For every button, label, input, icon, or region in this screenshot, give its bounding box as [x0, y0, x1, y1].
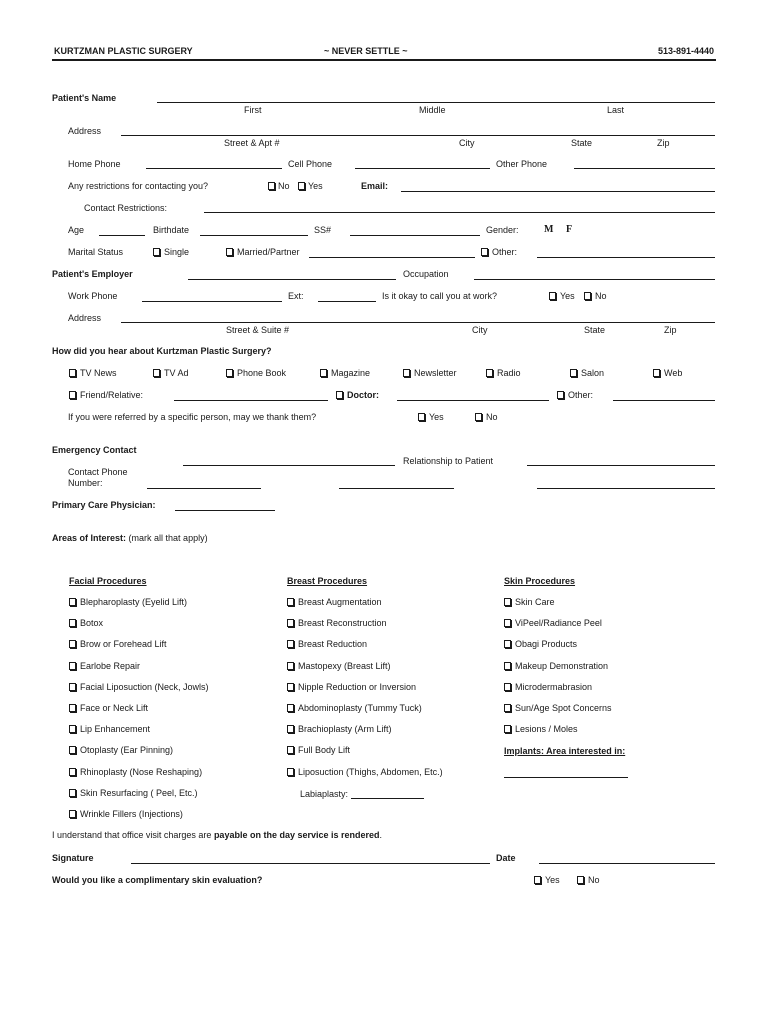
web-checkbox[interactable] — [653, 369, 660, 377]
skin-procedure-checkbox[interactable] — [504, 704, 511, 712]
ext-label: Ext: — [288, 291, 304, 301]
breast-procedure-checkbox[interactable] — [287, 640, 294, 648]
skin-procedure-label: Microdermabrasion — [515, 681, 593, 692]
gender-label: Gender: — [486, 225, 519, 235]
payment-statement-post: . — [379, 830, 383, 840]
facial-procedure-label: Lip Enhancement — [80, 724, 151, 735]
facial-procedure-label: Facial Liposuction (Neck, Jowls) — [80, 681, 209, 692]
implants-label: Implants: Area interested in: — [504, 746, 626, 756]
call-at-work-question: Is it okay to call you at work? — [382, 291, 498, 301]
labiaplasty-field[interactable] — [351, 798, 424, 799]
last-name-caption: Last — [607, 105, 625, 115]
newsletter-checkbox[interactable] — [403, 369, 410, 377]
skin-procedure-label: Makeup Demonstration — [515, 660, 609, 671]
contact-phone-field-2[interactable] — [339, 488, 454, 489]
contact-phone-label: Contact Phone — [68, 467, 128, 477]
marital-other-field[interactable] — [537, 257, 715, 258]
facial-procedure-label: Earlobe Repair — [80, 660, 141, 671]
facial-procedure-label: Brow or Forehead Lift — [80, 639, 167, 650]
skin-procedure-checkbox[interactable] — [504, 598, 511, 606]
magazine-checkbox[interactable] — [320, 369, 327, 377]
occupation-label: Occupation — [403, 269, 449, 279]
restrictions-question: Any restrictions for contacting you? — [68, 181, 209, 191]
marital-status-label: Marital Status — [68, 247, 124, 257]
facial-procedure-checkbox[interactable] — [69, 598, 76, 606]
work-phone-field[interactable] — [142, 301, 282, 302]
breast-procedure-label: Brachioplasty (Arm Lift) — [298, 724, 392, 735]
facial-procedure-checkbox[interactable] — [69, 704, 76, 712]
married-label: Married/Partner — [237, 247, 300, 257]
skin-procedure-label: Skin Care — [515, 597, 555, 607]
skin-procedure-checkbox[interactable] — [504, 619, 511, 627]
call-at-work-no-checkbox[interactable] — [584, 292, 591, 300]
employer-zip-caption: Zip — [664, 325, 677, 335]
restrictions-no-checkbox[interactable] — [268, 182, 275, 190]
doctor-checkbox[interactable] — [336, 391, 343, 399]
facial-procedure-label: Botox — [80, 618, 104, 629]
relationship-field[interactable] — [527, 465, 715, 466]
date-label: Date — [496, 853, 516, 863]
breast-procedure-label: Breast Reconstruction — [298, 618, 387, 629]
breast-procedure-label: Breast Reduction — [298, 639, 368, 650]
skin-procedure-checkbox[interactable] — [504, 662, 511, 670]
breast-procedure-checkbox[interactable] — [287, 619, 294, 627]
facial-procedure-label: Wrinkle Fillers (Injections) — [80, 809, 183, 819]
other-phone-field[interactable] — [574, 168, 715, 169]
contact-restrictions-label: Contact Restrictions: — [84, 203, 168, 213]
restrictions-yes-label: Yes — [308, 181, 323, 191]
patient-name-label: Patient's Name — [52, 93, 117, 103]
cell-phone-label: Cell Phone — [288, 159, 333, 169]
date-field[interactable] — [539, 863, 715, 864]
skin-procedure-label: Lesions / Moles — [515, 724, 578, 735]
phone-book-checkbox[interactable] — [226, 369, 233, 377]
company-name: KURTZMAN PLASTIC SURGERY — [54, 46, 193, 56]
labiaplasty-label: Labiaplasty: — [300, 789, 349, 799]
office-phone: 513-891-4440 — [658, 46, 715, 56]
breast-procedure-label: Full Body Lift — [298, 745, 351, 756]
marital-other-label: Other: — [492, 247, 518, 257]
age-field[interactable] — [99, 235, 145, 236]
facial-procedure-checkbox[interactable] — [69, 619, 76, 627]
payment-statement-pre: I understand that office visit charges are — [52, 830, 214, 840]
employer-address-field[interactable] — [121, 322, 715, 323]
work-phone-label: Work Phone — [68, 291, 118, 301]
referral-other-label: Other: — [568, 390, 594, 400]
facial-procedure-label: Otoplasty (Ear Pinning) — [80, 745, 174, 756]
ext-field[interactable] — [318, 301, 376, 302]
breast-procedure-label: Nipple Reduction or Inversion — [298, 681, 417, 692]
web-label: Web — [664, 368, 683, 378]
zip-caption: Zip — [657, 138, 670, 148]
facial-procedure-checkbox[interactable] — [69, 810, 76, 818]
breast-procedure-checkbox[interactable] — [287, 598, 294, 606]
skin-eval-yes-checkbox[interactable] — [534, 876, 541, 884]
facial-procedure-label: Blepharoplasty (Eyelid Lift) — [80, 597, 188, 607]
married-checkbox[interactable] — [226, 248, 233, 256]
facial-procedure-checkbox[interactable] — [69, 662, 76, 670]
relationship-label: Relationship to Patient — [403, 456, 494, 466]
newsletter-label: Newsletter — [414, 368, 457, 378]
tv-ad-label: TV Ad — [164, 368, 189, 378]
referral-other-checkbox[interactable] — [557, 391, 564, 399]
employer-state-caption: State — [584, 325, 606, 335]
header-rule — [52, 59, 716, 61]
address-label: Address — [68, 126, 102, 136]
tagline: ~ NEVER SETTLE ~ — [324, 46, 408, 56]
employer-city-caption: City — [472, 325, 488, 335]
emergency-contact-label: Emergency Contact — [52, 445, 137, 455]
employer-field[interactable] — [188, 279, 396, 280]
restrictions-no-label: No — [278, 181, 290, 191]
marital-other-checkbox[interactable] — [481, 248, 488, 256]
ssn-field[interactable] — [350, 235, 480, 236]
facial-procedure-label: Face or Neck Lift — [80, 703, 149, 713]
thank-question: If you were referred by a specific person, may we thank them? — [68, 412, 317, 422]
breast-procedure-checkbox[interactable] — [287, 683, 294, 691]
salon-label: Salon — [581, 368, 605, 378]
emergency-name-field[interactable] — [183, 465, 395, 466]
thank-yes-checkbox[interactable] — [418, 413, 425, 421]
breast-procedure-checkbox[interactable] — [287, 725, 294, 733]
skin-procedures-title: Skin Procedures — [504, 576, 576, 586]
facial-procedure-label: Skin Resurfacing ( Peel, Etc.) — [80, 787, 198, 798]
facial-procedure-checkbox[interactable] — [69, 746, 76, 754]
age-label: Age — [68, 225, 85, 235]
call-at-work-no-label: No — [595, 291, 607, 301]
call-at-work-yes-checkbox[interactable] — [549, 292, 556, 300]
tv-news-checkbox[interactable] — [69, 369, 76, 377]
breast-procedure-label: Mastopexy (Breast Lift) — [298, 660, 391, 671]
areas-of-interest-label: Areas of Interest: — [52, 533, 127, 543]
breast-procedure-checkbox[interactable] — [287, 704, 294, 712]
breast-procedure-checkbox[interactable] — [287, 768, 294, 776]
skin-eval-no-checkbox[interactable] — [577, 876, 584, 884]
tv-ad-checkbox[interactable] — [153, 369, 160, 377]
tv-news-label: TV News — [80, 368, 117, 378]
skin-procedure-checkbox[interactable] — [504, 725, 511, 733]
breast-procedure-label: Abdominoplasty (Tummy Tuck) — [298, 703, 422, 713]
single-checkbox[interactable] — [153, 248, 160, 256]
restrictions-yes-checkbox[interactable] — [298, 182, 305, 190]
home-phone-field[interactable] — [146, 168, 282, 169]
skin-procedure-label: Sun/Age Spot Concerns — [515, 703, 612, 713]
breast-procedures-title: Breast Procedures — [287, 576, 368, 586]
facial-procedure-checkbox[interactable] — [69, 725, 76, 733]
employer-label: Patient's Employer — [52, 269, 133, 279]
other-phone-label: Other Phone — [496, 159, 548, 169]
address-field[interactable] — [121, 135, 715, 136]
primary-care-label: Primary Care Physician: — [52, 500, 156, 510]
payment-statement-bold: payable on the day service is rendered — [213, 830, 380, 840]
skin-procedure-label: Obagi Products — [515, 639, 578, 650]
breast-procedure-label: Breast Augmentation — [298, 597, 382, 607]
cell-phone-field[interactable] — [355, 168, 490, 169]
friend-checkbox[interactable] — [69, 391, 76, 399]
referral-question: How did you hear about Kurtzman Plastic Surgery? — [52, 346, 272, 356]
employer-address-label: Address — [68, 313, 102, 323]
phone-book-label: Phone Book — [237, 368, 287, 378]
occupation-field[interactable] — [474, 279, 715, 280]
thank-no-label: No — [486, 412, 498, 422]
areas-of-interest — [52, 534, 208, 543]
email-label: Email: — [361, 181, 389, 191]
doctor-label: Doctor: — [347, 390, 379, 400]
radio-label: Radio — [497, 368, 521, 378]
friend-field[interactable] — [174, 400, 328, 401]
skin-eval-yes-label: Yes — [545, 875, 560, 885]
facial-procedure-checkbox[interactable] — [69, 789, 76, 797]
thank-yes-label: Yes — [429, 412, 444, 422]
gender-m-option[interactable]: M — [544, 224, 554, 235]
facial-procedures-title: Facial Procedures — [69, 576, 147, 586]
street-caption: Street & Apt # — [224, 138, 280, 148]
areas-of-interest-note: (mark all that apply) — [128, 533, 208, 543]
contact-phone-field-3[interactable] — [537, 488, 715, 489]
single-label: Single — [164, 247, 190, 257]
breast-procedure-checkbox[interactable] — [287, 662, 294, 670]
skin-eval-no-label: No — [588, 875, 600, 885]
skin-eval-question: Would you like a complimentary skin evaluation? — [52, 875, 263, 885]
married-field[interactable] — [309, 257, 475, 258]
contact-phone-field-1[interactable] — [147, 488, 261, 489]
state-caption: State — [571, 138, 593, 148]
email-field[interactable] — [401, 191, 715, 192]
referral-other-field[interactable] — [613, 400, 715, 401]
patient-name-field[interactable] — [157, 102, 715, 103]
facial-procedure-label: Rhinoplasty (Nose Reshaping) — [80, 766, 203, 777]
signature-field[interactable] — [131, 863, 490, 864]
payment-statement — [52, 831, 382, 840]
breast-procedure-checkbox[interactable] — [287, 746, 294, 754]
magazine-label: Magazine — [331, 368, 371, 378]
primary-care-field[interactable] — [175, 510, 275, 511]
breast-procedure-label: Liposuction (Thighs, Abdomen, Etc.) — [298, 766, 443, 777]
home-phone-label: Home Phone — [68, 159, 121, 169]
friend-label: Friend/Relative: — [80, 390, 144, 400]
signature-label: Signature — [52, 853, 94, 863]
facial-procedure-checkbox[interactable] — [69, 768, 76, 776]
doctor-field[interactable] — [397, 400, 549, 401]
thank-no-checkbox[interactable] — [475, 413, 482, 421]
implants-field[interactable] — [504, 777, 628, 778]
radio-checkbox[interactable] — [486, 369, 493, 377]
contact-restrictions-field[interactable] — [204, 212, 715, 213]
skin-procedure-label: ViPeel/Radiance Peel — [515, 618, 602, 629]
city-caption: City — [459, 138, 475, 148]
call-at-work-yes-label: Yes — [560, 291, 575, 301]
first-name-caption: First — [244, 105, 262, 115]
birthdate-label: Birthdate — [153, 225, 190, 235]
ssn-label: SS# — [314, 225, 332, 235]
salon-checkbox[interactable] — [570, 369, 577, 377]
facial-procedure-checkbox[interactable] — [69, 640, 76, 648]
gender-f-option[interactable]: F — [566, 224, 573, 235]
contact-phone-label-2: Number: — [68, 478, 103, 488]
skin-procedure-checkbox[interactable] — [504, 640, 511, 648]
middle-name-caption: Middle — [419, 105, 446, 115]
facial-procedure-checkbox[interactable] — [69, 683, 76, 691]
employer-street-caption: Street & Suite # — [226, 325, 290, 335]
birthdate-field[interactable] — [200, 235, 308, 236]
skin-procedure-checkbox[interactable] — [504, 683, 511, 691]
